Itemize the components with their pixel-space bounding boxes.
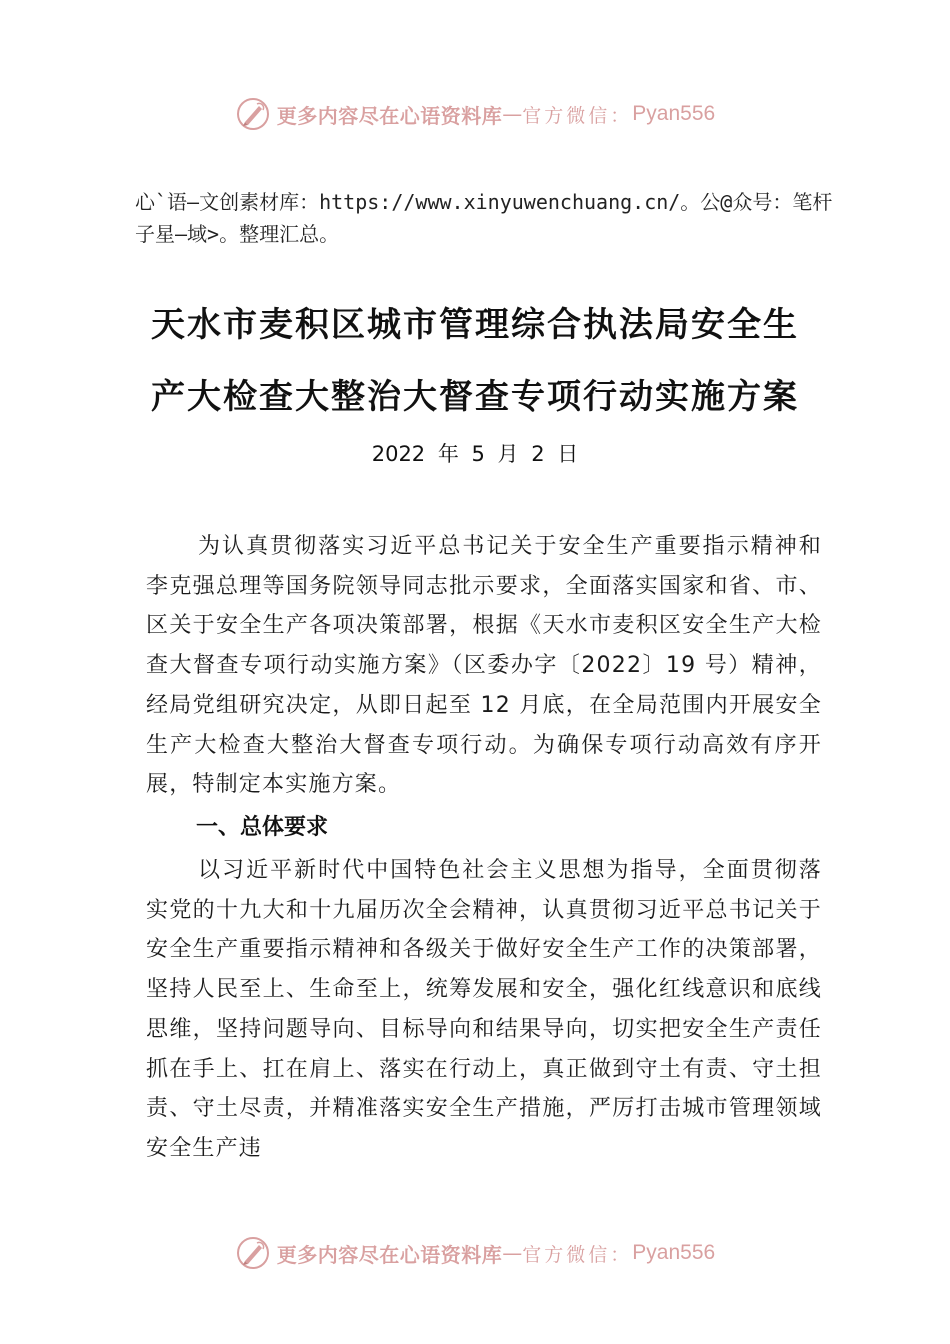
pen-logo-icon bbox=[235, 1235, 271, 1271]
source-note: 心`语—文创素材库：https://www.xinyuwenchuang.cn/。公@众号：笔杆子星—域>。整理汇总。 bbox=[135, 190, 833, 246]
document-date: 2022 年 5 月 2 日 bbox=[371, 442, 579, 466]
watermark-banner-bottom bbox=[0, 1233, 950, 1273]
document-title-line-1: 天水市麦积区城市管理综合执法局安全生 bbox=[151, 305, 799, 345]
watermark-separator: — bbox=[502, 1241, 523, 1265]
section-heading-general-requirements: 一、总体要求 bbox=[196, 815, 329, 840]
watermark-separator: — bbox=[502, 102, 523, 126]
watermark-wechat-id: Pyan556 bbox=[632, 1241, 716, 1264]
general-requirements-paragraph: 以习近平新时代中国特色社会主义思想为指导，全面贯彻落实党的十九大和十九届历次全会精神，认真贯彻习近平总书记关于安全生产重要指示精神和各级关于做好安全生产工作的决策部署，坚持人民至上、生命至上，统筹发展和安全，强化红线意识和底线思维，坚持问题导向、目标导向和结果导向，切实把安全生产责任抓在手上、扛在肩上、落实在行动上，真正做到守土有责、守土担责、守土尽责，并精准落实安全生产措施，严厉打击城市管理领域安全生产违 bbox=[146, 858, 822, 1161]
pen-logo-icon bbox=[235, 96, 271, 132]
watermark-wechat-label: 官方微信： bbox=[522, 104, 633, 127]
document-title-line-2: 产大检查大整治大督查专项行动实施方案 bbox=[151, 377, 799, 417]
watermark-main-text: 更多内容尽在心语资料库 bbox=[276, 1242, 503, 1267]
watermark-banner-top bbox=[0, 94, 950, 134]
watermark-wechat-id: Pyan556 bbox=[632, 102, 716, 125]
watermark-main-text: 更多内容尽在心语资料库 bbox=[276, 103, 503, 128]
watermark-wechat-label: 官方微信： bbox=[522, 1243, 633, 1266]
intro-paragraph: 为认真贯彻落实习近平总书记关于安全生产重要指示精神和李克强总理等国务院领导同志批示要求，全面落实国家和省、市、区关于安全生产各项决策部署，根据《天水市麦积区安全生产大检查大督查专项行动实施方案》（区委办字〔2022〕19 号）精神，经局党组研究决定，从即日起至 12 月底，在全局范围内开展安全生产大检查大整治大督查专项行动。为确保专项行动高效有序开展，特制定本实施方案。 bbox=[146, 534, 822, 798]
